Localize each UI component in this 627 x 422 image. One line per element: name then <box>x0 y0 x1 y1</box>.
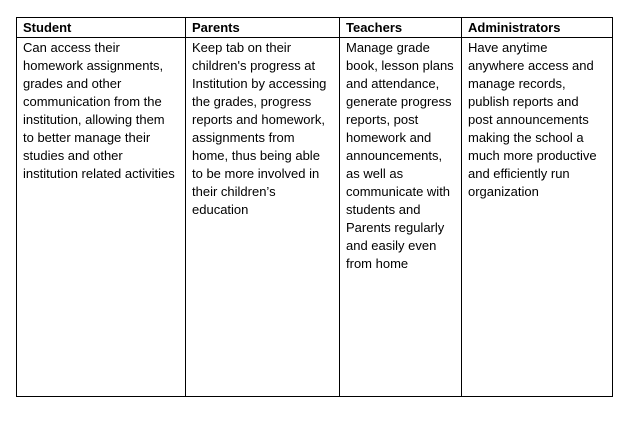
header-parents: Parents <box>186 18 340 38</box>
cell-administrators-text: Have anytime anywhere access and manage records, publish reports and post announcements making the school a much more productive and efficiently run organization <box>468 40 597 199</box>
cell-teachers <box>340 38 462 397</box>
table-header-row <box>17 18 613 38</box>
header-student: Student <box>17 18 186 38</box>
table-row <box>17 38 613 397</box>
cell-student <box>17 38 186 397</box>
cell-administrators <box>462 38 613 397</box>
cell-student-text: Can access their homework assignments, grades and other communication from the institution, allowing them to better manage their studies and other institution related activities <box>23 40 175 181</box>
cell-parents <box>186 38 340 397</box>
header-administrators: Administrators <box>462 18 613 38</box>
cell-parents-text: Keep tab on their children's progress at Institution by accessing the grades, progress reports and homework, assignments from home, thus being able to be more involved in their children’s education <box>192 40 327 217</box>
roles-table <box>16 17 613 397</box>
cell-teachers-text: Manage grade book, lesson plans and attendance, generate progress reports, post homework and announcements, as well as communicate with students and Parents regularly and easily even from home <box>346 40 454 271</box>
header-teachers: Teachers <box>340 18 462 38</box>
